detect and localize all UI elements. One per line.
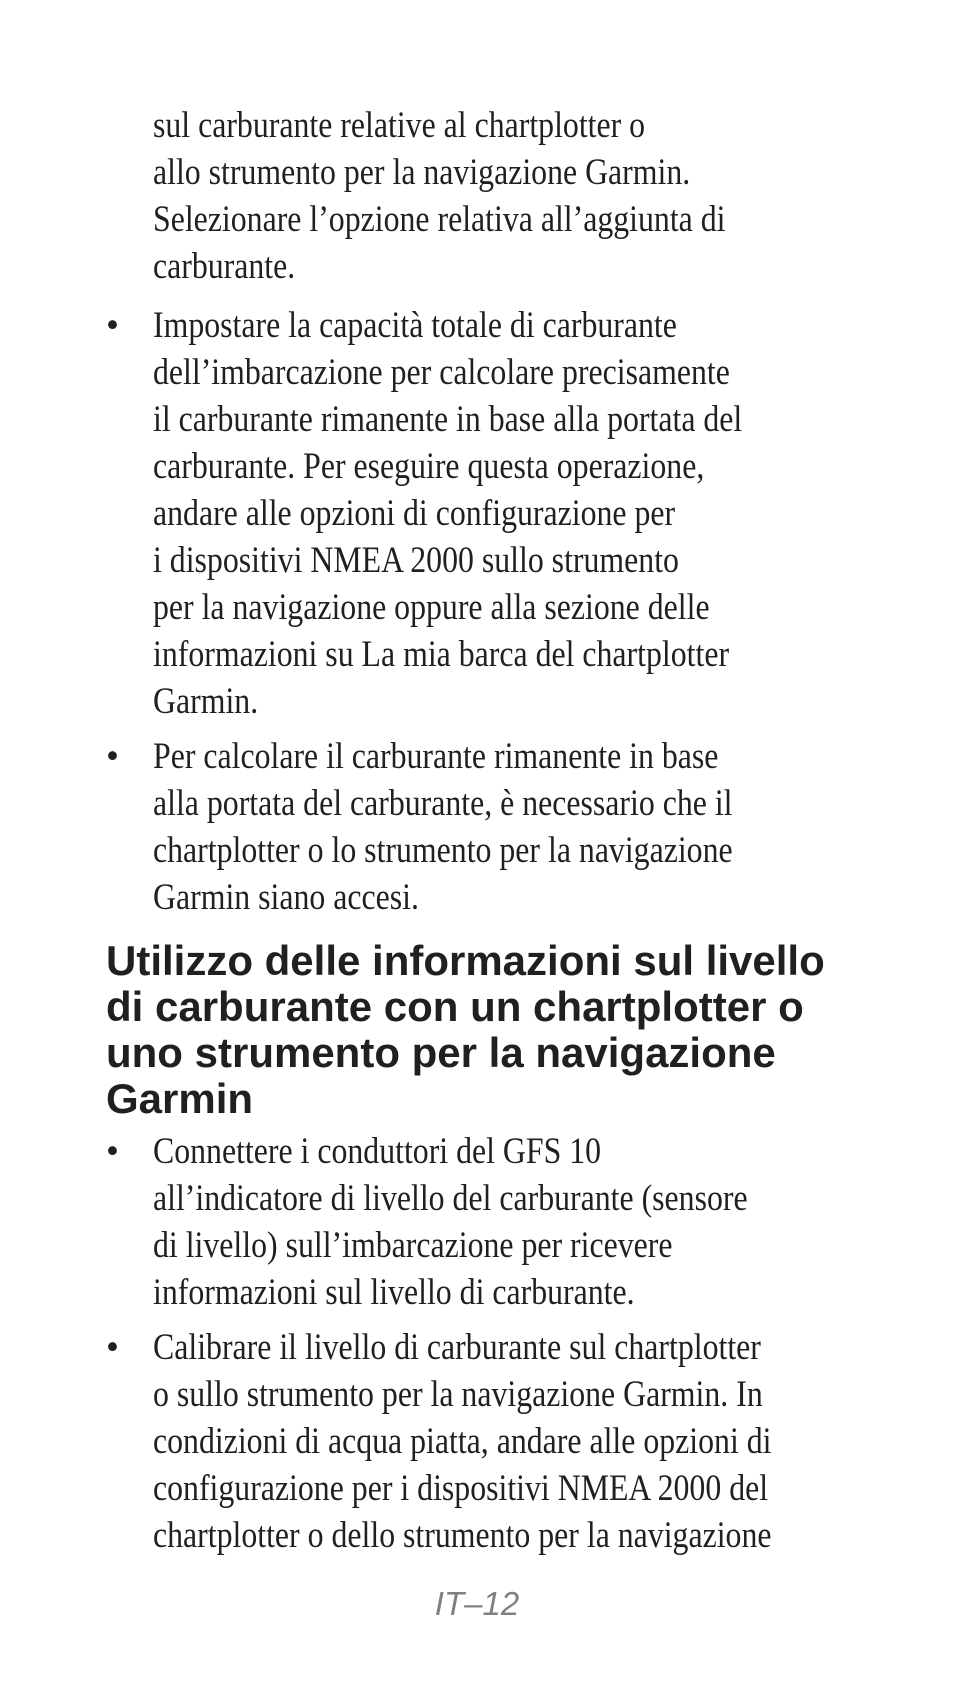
page-number: IT–12: [434, 1585, 520, 1622]
text-line: di livello) sull’imbarcazione per ricevere: [153, 1225, 673, 1266]
text-line: chartplotter o dello strumento per la navigazione: [153, 1515, 772, 1556]
text-line: Impostare la capacità totale di carburante: [153, 305, 677, 346]
list-item: [153, 733, 733, 921]
continuation-paragraph: [153, 102, 726, 290]
bullet-marker: •: [106, 305, 119, 346]
text-line: allo strumento per la navigazione Garmin.: [153, 152, 691, 193]
text-line: all’indicatore di livello del carburante (sensore: [153, 1178, 748, 1219]
text-line: Garmin.: [153, 681, 259, 722]
list-item: [153, 1324, 772, 1559]
heading-line: Utilizzo delle informazioni sul livello: [106, 937, 825, 984]
text-line: Calibrare il livello di carburante sul chartplotter: [153, 1327, 761, 1368]
section-heading: [106, 938, 825, 1122]
text-line: o sullo strumento per la navigazione Garmin. In: [153, 1374, 763, 1415]
heading-line: uno strumento per la navigazione: [106, 1029, 776, 1076]
bullet-marker: •: [106, 1327, 119, 1368]
text-line: configurazione per i dispositivi NMEA 2000 del: [153, 1468, 769, 1509]
text-line: Connettere i conduttori del GFS 10: [153, 1131, 602, 1172]
list-item: [153, 1128, 748, 1316]
text-line: Selezionare l’opzione relativa all’aggiunta di: [153, 199, 726, 240]
text-line: carburante.: [153, 246, 296, 287]
heading-line: di carburante con un chartplotter o: [106, 983, 804, 1030]
text-line: chartplotter o lo strumento per la navigazione: [153, 830, 733, 871]
text-line: dell’imbarcazione per calcolare precisamente: [153, 352, 730, 393]
text-line: il carburante rimanente in base alla portata del: [153, 399, 743, 440]
text-line: per la navigazione oppure alla sezione delle: [153, 587, 710, 628]
text-line: Per calcolare il carburante rimanente in base: [153, 736, 719, 777]
text-line: alla portata del carburante, è necessario che il: [153, 783, 733, 824]
text-line: sul carburante relative al chartplotter o: [153, 105, 646, 146]
bullet-marker: •: [106, 736, 119, 777]
heading-line: Garmin: [106, 1075, 254, 1122]
text-line: Garmin siano accesi.: [153, 877, 419, 918]
text-line: andare alle opzioni di configurazione per: [153, 493, 676, 534]
text-line: carburante. Per eseguire questa operazione,: [153, 446, 705, 487]
text-line: i dispositivi NMEA 2000 sullo strumento: [153, 540, 679, 581]
text-line: informazioni su La mia barca del chartplotter: [153, 634, 730, 675]
text-line: condizioni di acqua piatta, andare alle opzioni di: [153, 1421, 772, 1462]
list-item: [153, 302, 742, 725]
text-line: informazioni sul livello di carburante.: [153, 1272, 635, 1313]
bullet-marker: •: [106, 1131, 119, 1172]
